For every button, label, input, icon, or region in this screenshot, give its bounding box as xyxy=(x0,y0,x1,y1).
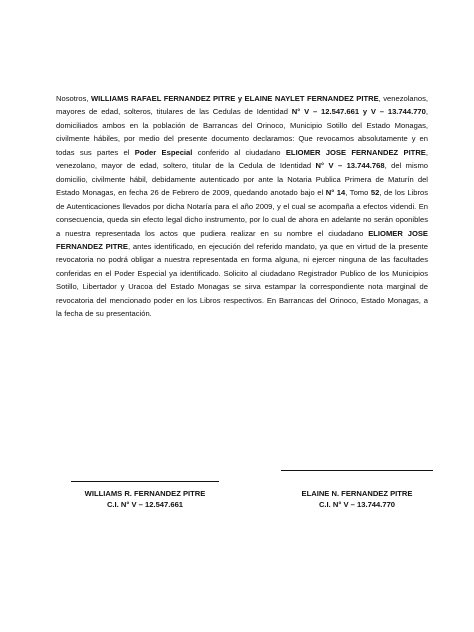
bold-text-segment: ELIOMER JOSE FERNANDEZ PITRE xyxy=(285,147,426,157)
signature-block-right xyxy=(276,470,438,510)
signer-name-left: WILLIAMS R. FERNANDEZ PITRE xyxy=(84,489,206,498)
signer-name-right: ELAINE N. FERNANDEZ PITRE xyxy=(301,489,413,498)
bold-text-segment: N° V – 13.744.768 xyxy=(315,161,385,171)
text-segment: , de los Libros de Autenticaciones llevados por dicha Notaría para el año 2009, y el cual se acompaña a efectos videndi. En consecuencia, queda sin efecto legal dicho instrumento, por lo cual de ahora en adelante no serán oponibles a nuestra representada los actos que pudiera realizar en su nombre el ciudadano xyxy=(56,188,428,238)
text-segment: , venezolano, mayor de edad, soltero, titular de la Cedula de Identidad xyxy=(56,147,428,171)
text-segment: , Tomo xyxy=(345,188,371,198)
text-segment: , domiciliados ambos en la población de Barrancas del Orinoco, Municipio Sotillo del Estado Monagas, civilmente hábiles, por medio del presente documento declaramos: Que revocamos absolutamente y en todas sus partes el xyxy=(56,107,428,157)
text-segment: , antes identificado, en ejecución del referido mandato, ya que en virtud de la presente revocatoria no podrá obligar a nuestra representada en forma alguna, ni ejercer ninguna de las facultades conferidas en el Poder Especial ya identificado. Solicito al ciudadano Registrador Publico de los Municipios Sotillo, Libertador y Uracoa del Estado Monagas se sirva estampar la correspondiente nota marginal de revocatoria del mencionado poder en los Libros respectivos. En Barrancas del Orinoco, Estado Monagas, a la fecha de su presentación. xyxy=(56,241,428,319)
signer-id-left: C.I. N° V – 12.547.661 xyxy=(106,500,184,509)
bold-text-segment: ELIOMER JOSE FERNANDEZ PITRE xyxy=(56,228,428,251)
signature-line-right xyxy=(281,470,433,471)
text-segment: conferido al ciudadano xyxy=(192,147,286,157)
revocation-body-paragraph xyxy=(56,92,428,321)
bold-text-segment: Poder Especial xyxy=(134,147,193,157)
signer-id-right: C.I. N° V – 13.744.770 xyxy=(318,500,396,509)
text-segment: , del mismo domicilio, civilmente hábil, debidamente autenticado por ante la Notaria Publica Primera de Maturín del Estado Monagas, en fecha 26 de Febrero de 2009, quedando anotado bajo el xyxy=(56,161,428,198)
text-segment: , venezolanos, mayores de edad, solteros, titulares de las Cedulas de Identidad xyxy=(56,94,428,117)
text-segment: Nosotros, xyxy=(56,94,91,103)
bold-text-segment: N° V – 12.547.661 y V – 13.744.770 xyxy=(291,107,426,117)
bold-text-segment: 52 xyxy=(370,188,380,198)
bold-text-segment: N° 14 xyxy=(325,188,346,198)
bold-text-segment: WILLIAMS RAFAEL FERNANDEZ PITRE y ELAINE NAYLET FERNANDEZ PITRE xyxy=(90,94,379,103)
signature-line-left xyxy=(71,481,219,482)
signature-block-left xyxy=(62,481,228,510)
